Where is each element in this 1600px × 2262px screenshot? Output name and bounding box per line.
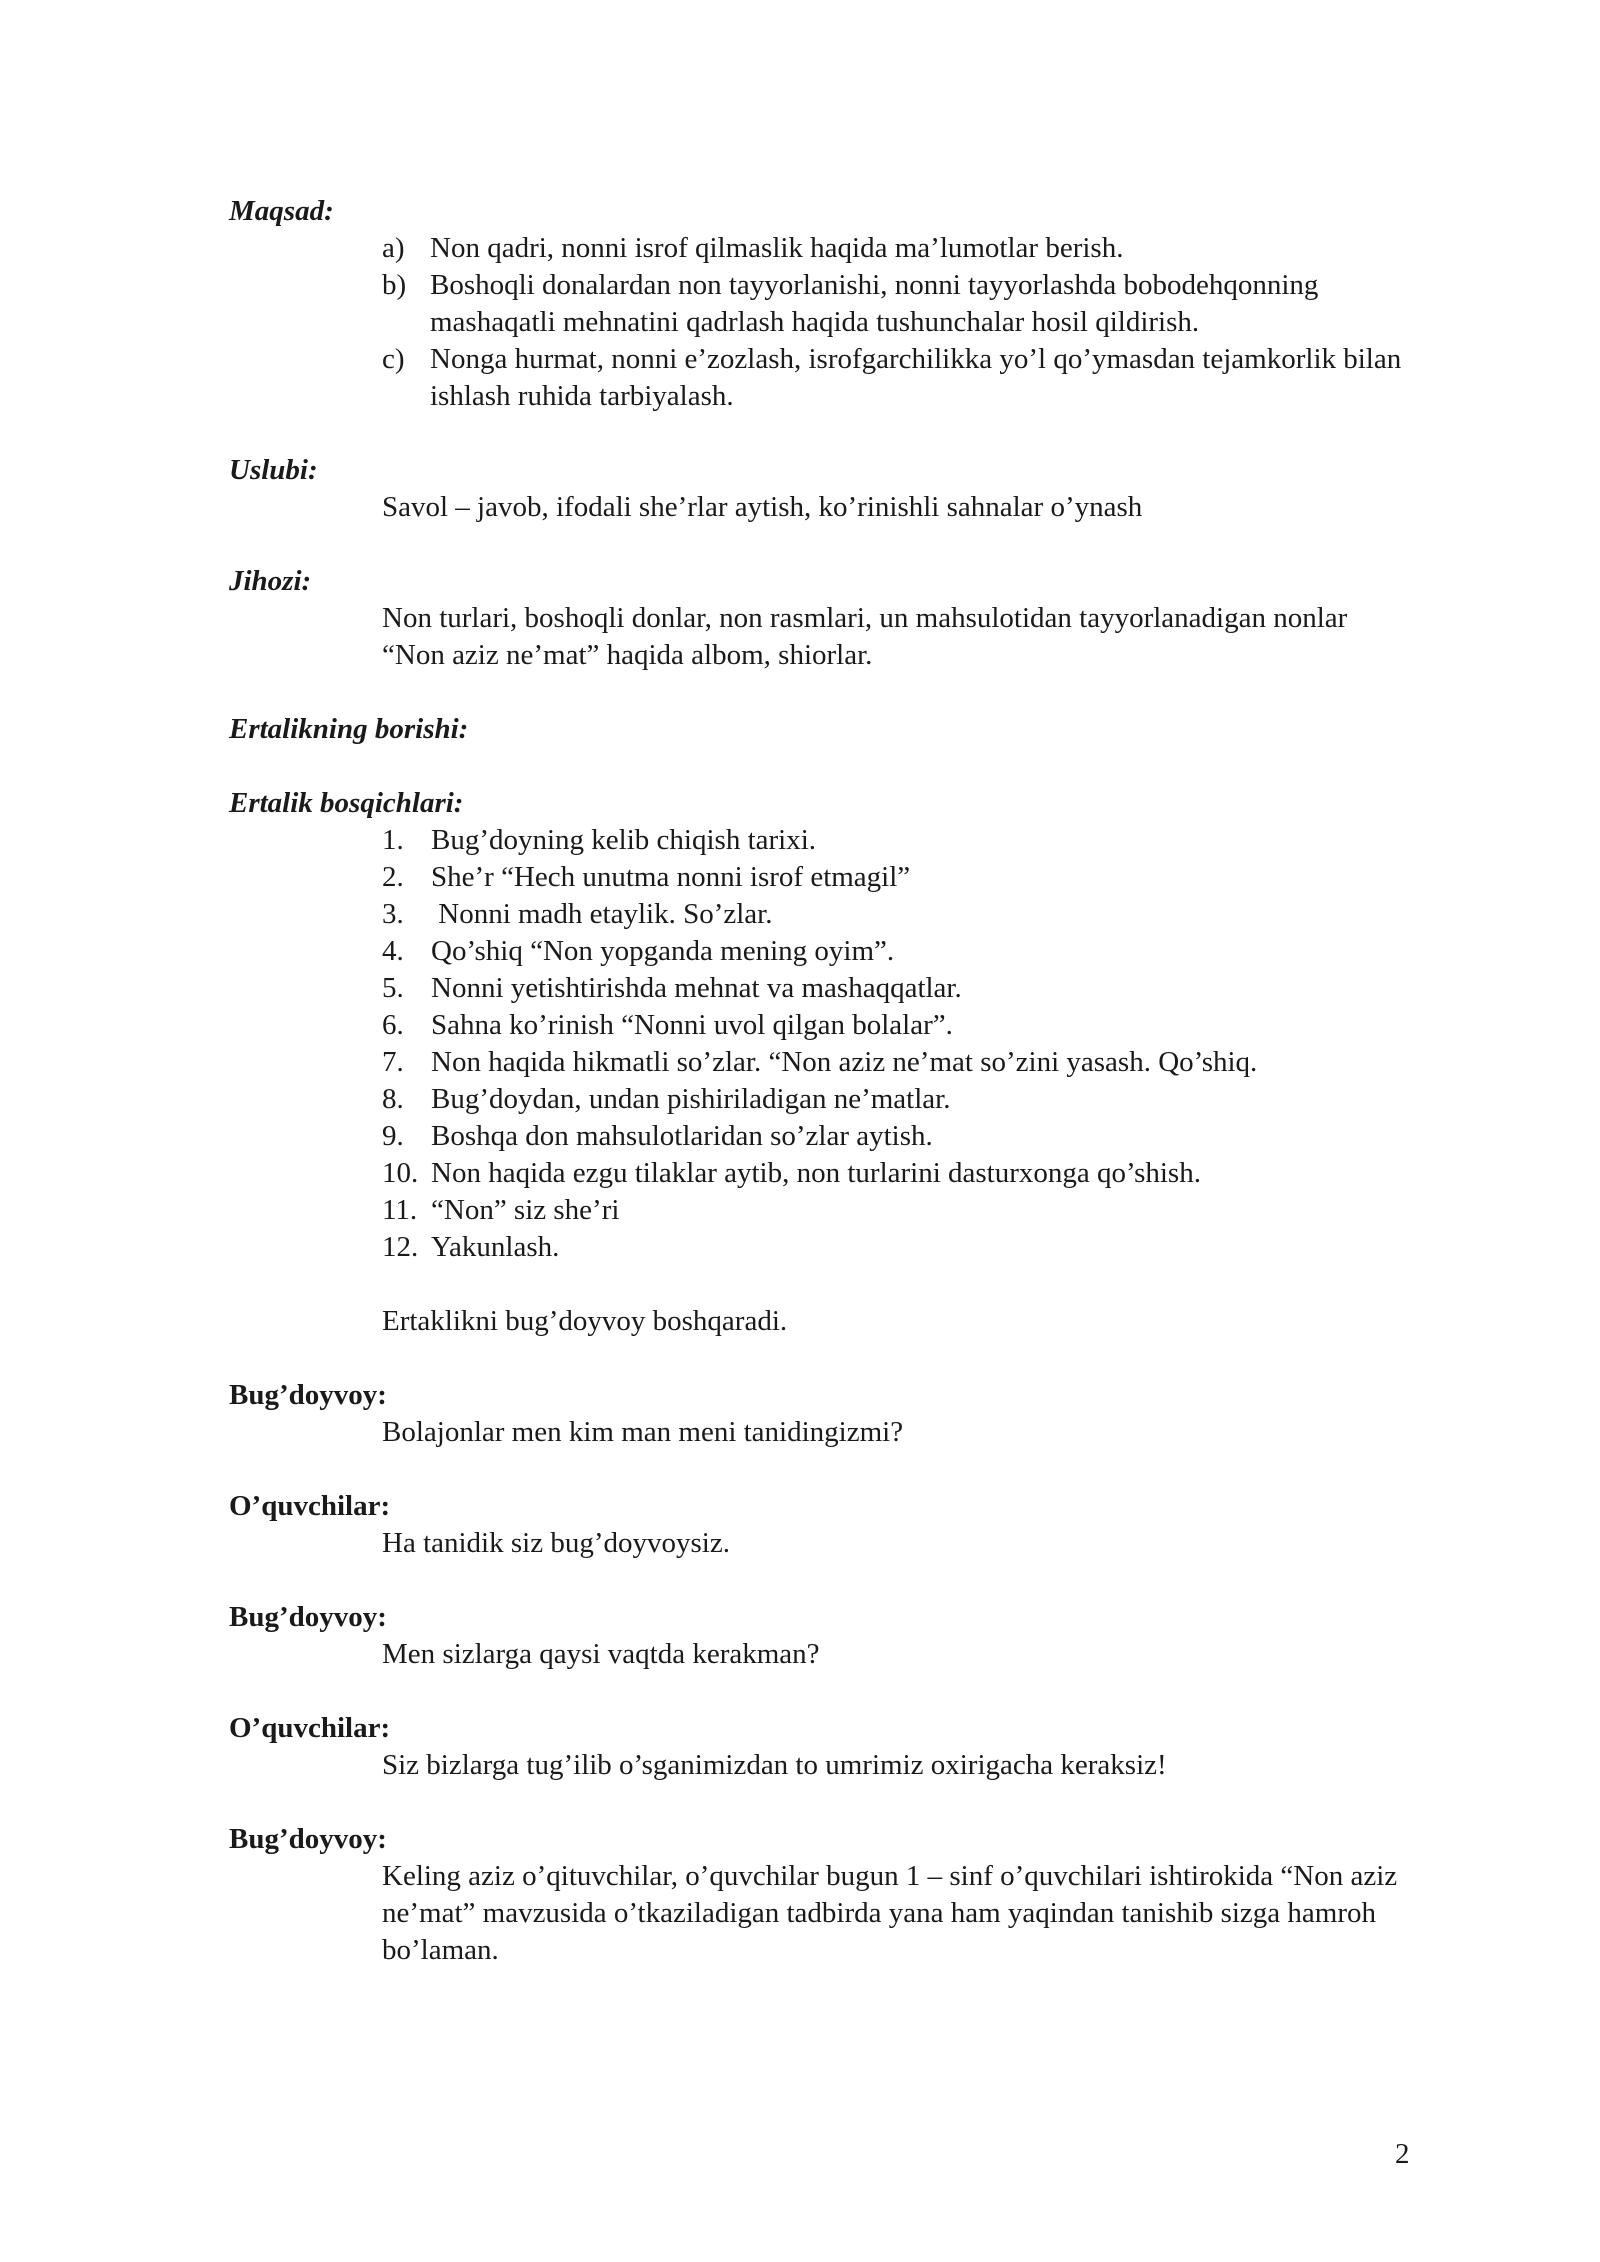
list-item-text: Boshqa don mahsulotlaridan so’zlar aytish. <box>431 1120 933 1152</box>
list-item-text: Qo’shiq “Non yopganda mening oyim”. <box>431 935 895 967</box>
list-item-text: Sahna ko’rinish “Nonni uvol qilgan bolalar”. <box>431 1009 953 1041</box>
speaker-label: Bug’doyvoy: <box>229 1601 387 1633</box>
dialogue-block <box>229 1599 1409 1673</box>
list-item-text: Nonga hurmat, nonni e’zozlash, isrofgarchilikka yo’l qo’ymasdan tejamkorlik bilan ishlash ruhida tarbiyalash. <box>430 343 1402 412</box>
jihozi-label: Jihozi: <box>229 565 312 597</box>
list-item <box>382 1007 1409 1044</box>
speaker-label: O’quvchilar: <box>229 1712 391 1744</box>
uslubi-text: Savol – javob, ifodali she’rlar aytish, ko’rinishli sahnalar o’ynash <box>382 491 1143 523</box>
speaker-label: O’quvchilar: <box>229 1490 391 1522</box>
bosqichlari-note: Ertaklikni bug’doyvoy boshqaradi. <box>382 1305 788 1337</box>
list-item-text: Non qadri, nonni isrof qilmaslik haqida ma’lumotlar berish. <box>430 232 1124 264</box>
list-item <box>382 1118 1409 1155</box>
list-item <box>382 1229 1409 1266</box>
list-marker: 2. <box>382 861 404 893</box>
speaker-line: Keling aziz o’qituvchilar, o’quvchilar bugun 1 – sinf o’quvchilari ishtirokida “Non aziz ne’mat” mavzusida o’tkaziladigan tadbirda yana ham yaqindan tanishib sizga hamroh bo’laman. <box>382 1860 1398 1966</box>
list-item <box>382 822 1409 859</box>
list-item <box>382 341 1409 415</box>
list-marker: 11. <box>382 1194 418 1226</box>
list-item <box>382 933 1409 970</box>
list-item-text: Non haqida ezgu tilaklar aytib, non turlarini dasturxonga qo’shish. <box>431 1157 1201 1189</box>
maqsad-label: Maqsad: <box>229 195 334 227</box>
list-item-text: Yakunlash. <box>431 1231 560 1263</box>
list-item-text: Nonni madh etaylik. So’zlar. <box>431 898 773 930</box>
speaker-label: Bug’doyvoy: <box>229 1823 387 1855</box>
list-marker: 1. <box>382 824 404 856</box>
speaker-label: Bug’doyvoy: <box>229 1379 387 1411</box>
list-item-text: Bug’doyning kelib chiqish tarixi. <box>431 824 817 856</box>
list-item <box>382 896 1409 933</box>
list-marker: a) <box>382 232 405 264</box>
list-marker: 9. <box>382 1120 404 1152</box>
list-marker: b) <box>382 269 407 301</box>
list-marker: 7. <box>382 1046 404 1078</box>
list-item-text: She’r “Hech unutma nonni isrof etmagil” <box>431 861 911 893</box>
dialogue-block <box>229 1377 1409 1451</box>
list-item-text: Non haqida hikmatli so’zlar. “Non aziz ne’mat so’zini yasash. Qo’shiq. <box>431 1046 1258 1078</box>
list-marker: 10. <box>382 1157 419 1189</box>
list-item <box>382 859 1409 896</box>
page-content <box>229 193 1409 1969</box>
speaker-line: Bolajonlar men kim man meni tanidingizmi? <box>382 1416 904 1448</box>
bosqichlari-label: Ertalik bosqichlari: <box>229 787 464 819</box>
list-item-text: Boshoqli donalardan non tayyorlanishi, nonni tayyorlashda bobodehqonning mashaqatli mehnatini qadrlash haqida tushunchalar hosil qildirish. <box>430 269 1319 338</box>
list-marker: 12. <box>382 1231 419 1263</box>
jihozi-text: Non turlari, boshoqli donlar, non rasmlari, un mahsulotidan tayyorlanadigan nonlar “Non aziz ne’mat” haqida albom, shiorlar. <box>382 602 1348 671</box>
bosqichlari-section <box>229 785 1409 1340</box>
list-marker: 5. <box>382 972 404 1004</box>
dialogue-block <box>229 1821 1409 1969</box>
list-item <box>382 970 1409 1007</box>
speaker-line: Siz bizlarga tug’ilib o’sganimizdan to umrimiz oxirigacha keraksiz! <box>382 1749 1167 1781</box>
list-marker: 8. <box>382 1083 404 1115</box>
uslubi-label: Uslubi: <box>229 454 318 486</box>
list-marker: 6. <box>382 1009 404 1041</box>
maqsad-list <box>229 230 1409 415</box>
borishi-section <box>229 711 1409 748</box>
list-item <box>382 1044 1409 1081</box>
list-item <box>382 1155 1409 1192</box>
bosqichlari-list <box>229 822 1409 1266</box>
list-item <box>382 1192 1409 1229</box>
speaker-line: Ha tanidik siz bug’doyvoysiz. <box>382 1527 730 1559</box>
list-item <box>382 1081 1409 1118</box>
page-number: 2 <box>1395 2138 1410 2170</box>
uslubi-section <box>229 452 1409 526</box>
maqsad-section <box>229 193 1409 415</box>
list-marker: c) <box>382 343 405 375</box>
dialogue-block <box>229 1488 1409 1562</box>
list-item-text: Bug’doydan, undan pishiriladigan ne’matlar. <box>431 1083 951 1115</box>
list-item <box>382 230 1409 267</box>
speaker-line: Men sizlarga qaysi vaqtda kerakman? <box>382 1638 820 1670</box>
list-item-text: “Non” siz she’ri <box>431 1194 620 1226</box>
borishi-label: Ertalikning borishi: <box>229 713 469 745</box>
list-marker: 3. <box>382 898 404 930</box>
dialogue-block <box>229 1710 1409 1784</box>
list-item-text: Nonni yetishtirishda mehnat va mashaqqatlar. <box>431 972 962 1004</box>
jihozi-section <box>229 563 1409 674</box>
list-item <box>382 267 1409 341</box>
list-marker: 4. <box>382 935 404 967</box>
